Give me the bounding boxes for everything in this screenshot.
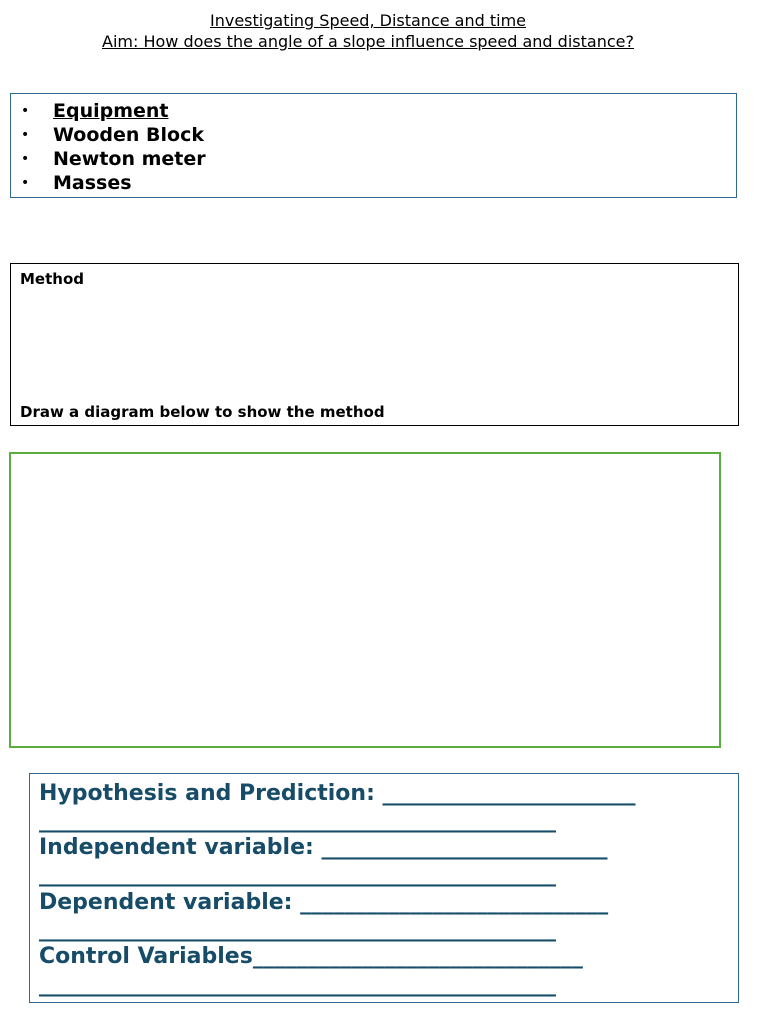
list-item-label: Newton meter: [53, 148, 206, 170]
bullet-icon: •: [21, 103, 30, 119]
list-item: [19, 171, 736, 195]
equipment-heading-label: Equipment: [53, 100, 169, 122]
title-block: [0, 10, 736, 52]
equipment-list: [11, 94, 736, 195]
aim-text: Aim: How does the angle of a slope influence speed and distance?: [102, 32, 634, 51]
control-variables-blank-line[interactable]: _______________________________________________: [39, 972, 556, 997]
list-item-label: Masses: [53, 172, 132, 194]
independent-variable-field[interactable]: Independent variable: __________________________: [39, 835, 608, 860]
list-item-label: Wooden Block: [53, 124, 204, 146]
bullet-icon: •: [21, 127, 30, 143]
bullet-icon: •: [21, 175, 30, 191]
page-title: Investigating Speed, Distance and time: [210, 11, 526, 30]
diagram-prompt: Draw a diagram below to show the method: [20, 403, 385, 421]
bullet-icon: •: [21, 151, 30, 167]
dependent-variable-field[interactable]: Dependent variable: ____________________________: [39, 890, 609, 915]
method-box[interactable]: [10, 263, 739, 426]
dependent-variable-blank-line[interactable]: _______________________________________________: [39, 917, 556, 942]
control-variables-field[interactable]: Control Variables______________________________: [39, 944, 583, 969]
list-item: [19, 147, 736, 171]
equipment-heading: [19, 99, 736, 123]
method-title: Method: [20, 270, 84, 288]
list-item: [19, 123, 736, 147]
hypothesis-field[interactable]: Hypothesis and Prediction: _______________________: [39, 781, 636, 806]
equipment-box: [10, 93, 737, 198]
variables-box: [29, 773, 739, 1003]
hypothesis-blank-line[interactable]: _______________________________________________: [39, 808, 556, 833]
diagram-area[interactable]: [9, 452, 721, 748]
independent-variable-blank-line[interactable]: _______________________________________________: [39, 862, 556, 887]
